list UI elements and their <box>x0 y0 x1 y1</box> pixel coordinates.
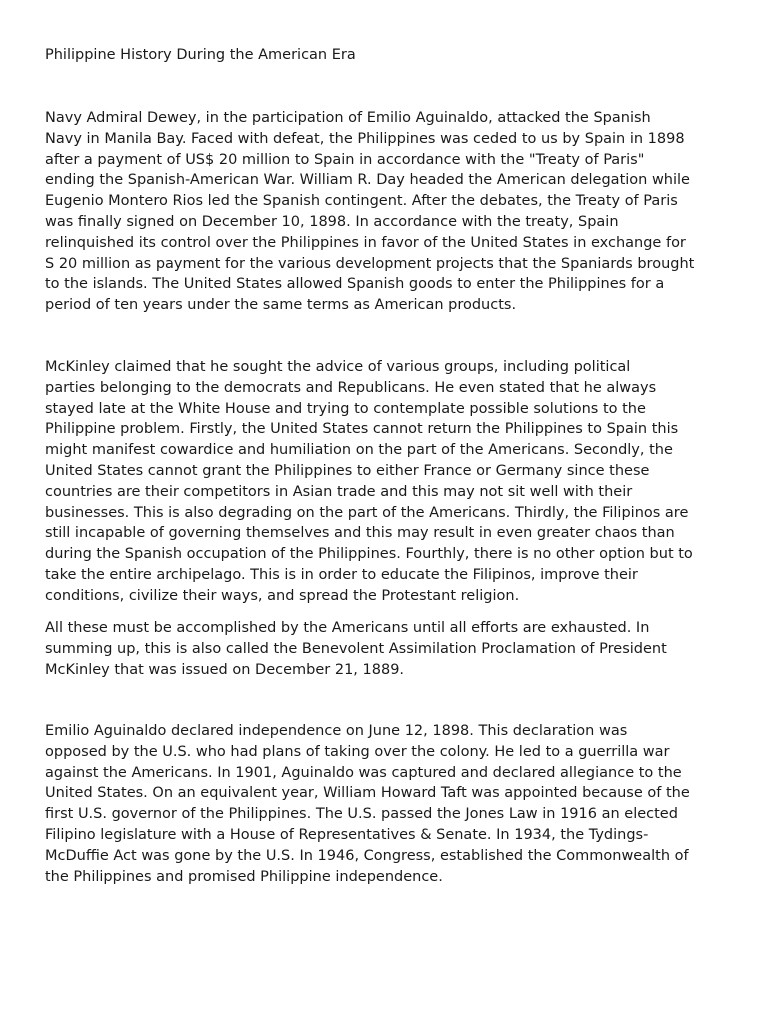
paragraph-mckinley-reasons: McKinley claimed that he sought the advice of various groups, including political parties belonging to the democrats and Republicans. He even stated that he always stayed late at the White House and trying to contemplate possible solutions to the Philippine problem. Firstly, the United States cannot return the Philippines to Spain this might manifest cowardice and humiliation on the part of the Americans. Secondly, the United States cannot grant the Philippines to either France or Germany since these countries are their competitors in Asian trade and this may not sit well with their businesses. This is also degrading on the part of the Americans. Thirdly, the Filipinos are still incapable of governing themselves and this may result in even greater chaos than during the Spanish occupation of the Philippines. Fourthly, there is no other option but to take the entire archipelago. This is in order to educate the Filipinos, improve their conditions, civilize their ways, and spread the Protestant religion. <box>45 359 693 604</box>
paragraph-benevolent-assimilation: All these must be accomplished by the Americans until all efforts are exhausted. In summing up, this is also called the Benevolent Assimilation Proclamation of President McKinley that was issued on December 21, 1889. <box>45 620 667 678</box>
document-title: Philippine History During the American Era <box>45 47 356 63</box>
paragraph-aguinaldo-independence: Emilio Aguinaldo declared independence on June 12, 1898. This declaration was opposed by the U.S. who had plans of taking over the colony. He led to a guerrilla war against the Americans. In 1901, Aguinaldo was captured and declared allegiance to the United States. On an equivalent year, William Howard Taft was appointed because of the first U.S. governor of the Philippines. The U.S. passed the Jones Law in 1916 an elected Filipino legislature with a House of Representatives & Senate. In 1934, the Tydings- McDuffie Act was gone by the U.S. In 1946, Congress, established the Commonwealth of the Philippines and promised Philippine independence. <box>45 723 690 885</box>
paragraph-treaty-of-paris: Navy Admiral Dewey, in the participation of Emilio Aguinaldo, attacked the Spanish Navy in Manila Bay. Faced with defeat, the Philippines was ceded to us by Spain in 1898 after a payment of US$ 20 million to Spain in accordance with the "Treaty of Paris" ending the Spanish-American War. William R. Day headed the American delegation while Eugenio Montero Rios led the Spanish contingent. After the debates, the Treaty of Paris was finally signed on December 10, 1898. In accordance with the treaty, Spain relinquished its control over the Philippines in favor of the United States in exchange for S 20 million as payment for the various development projects that the Spaniards brought to the islands. The United States allowed Spanish goods to enter the Philippines for a period of ten years under the same terms as American products. <box>45 110 695 314</box>
